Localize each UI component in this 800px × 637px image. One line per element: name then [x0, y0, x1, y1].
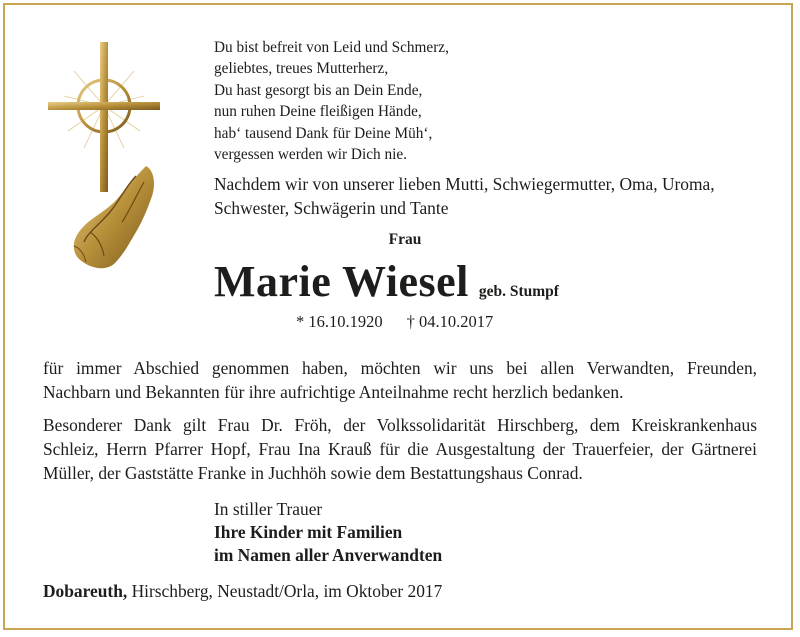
intro-line: Nachdem wir von unserer lieben Mutti, Schwiegermutter, Oma, Uroma, [214, 174, 715, 194]
signature-line: Ihre Kinder mit Familien [214, 522, 403, 542]
signature-line: In stiller Trauer [214, 499, 323, 519]
poem [214, 37, 449, 165]
paragraph-line: Schleiz, Herrn Pfarrer Hopf, Frau Ina Krauß für die Ausgestaltung der Trauerfeier, der Gärtnerei [43, 439, 757, 459]
birth-date: * 16.10.1920 [296, 312, 383, 331]
poem-line: nun ruhen Deine fleißigen Hände, [214, 103, 422, 121]
paragraph-line: Besonderer Dank gilt Frau Dr. Fröh, der Volkssolidarität Hirschberg, dem Kreiskrankenhaus [43, 415, 757, 435]
poem-line: hab‘ tausend Dank für Deine Müh‘, [214, 124, 433, 142]
poem-line: vergessen werden wir Dich nie. [214, 146, 407, 164]
death-date: † 04.10.2017 [406, 312, 494, 331]
signature-block [214, 498, 442, 567]
deceased-name-line [214, 252, 559, 312]
maiden-name: geb. Stumpf [478, 283, 559, 300]
deceased-name: Marie Wiesel [214, 257, 469, 306]
poem-line: Du hast gesorgt bis an Dein Ende, [214, 81, 423, 99]
thanks-paragraph [43, 356, 757, 404]
intro-line: Schwester, Schwägerin und Tante [214, 198, 449, 218]
life-dates [296, 312, 493, 332]
place-rest: Hirschberg, Neustadt/Orla, im Oktober 2017 [127, 581, 443, 601]
intro-text [214, 172, 760, 220]
title-prefix: Frau [388, 231, 422, 248]
special-thanks-paragraph [43, 413, 757, 485]
paragraph-line: Müller, der Gaststätte Franke in Juchhöh sowie dem Bestattungshaus Conrad. [43, 463, 583, 483]
place-primary: Dobareuth, [43, 581, 128, 601]
place-date-line [43, 581, 442, 602]
paragraph-line: Nachbarn und Bekannten für ihre aufrichtige Anteilnahme recht herzlich bedanken. [43, 382, 624, 402]
paragraph-line: für immer Abschied genommen haben, möchten wir uns bei allen Verwandten, Freunden, [43, 358, 757, 378]
poem-line: Du bist befreit von Leid und Schmerz, [214, 39, 449, 56]
signature-line: im Namen aller Anverwandten [214, 545, 443, 565]
poem-line: geliebtes, treues Mutterherz, [214, 60, 389, 78]
